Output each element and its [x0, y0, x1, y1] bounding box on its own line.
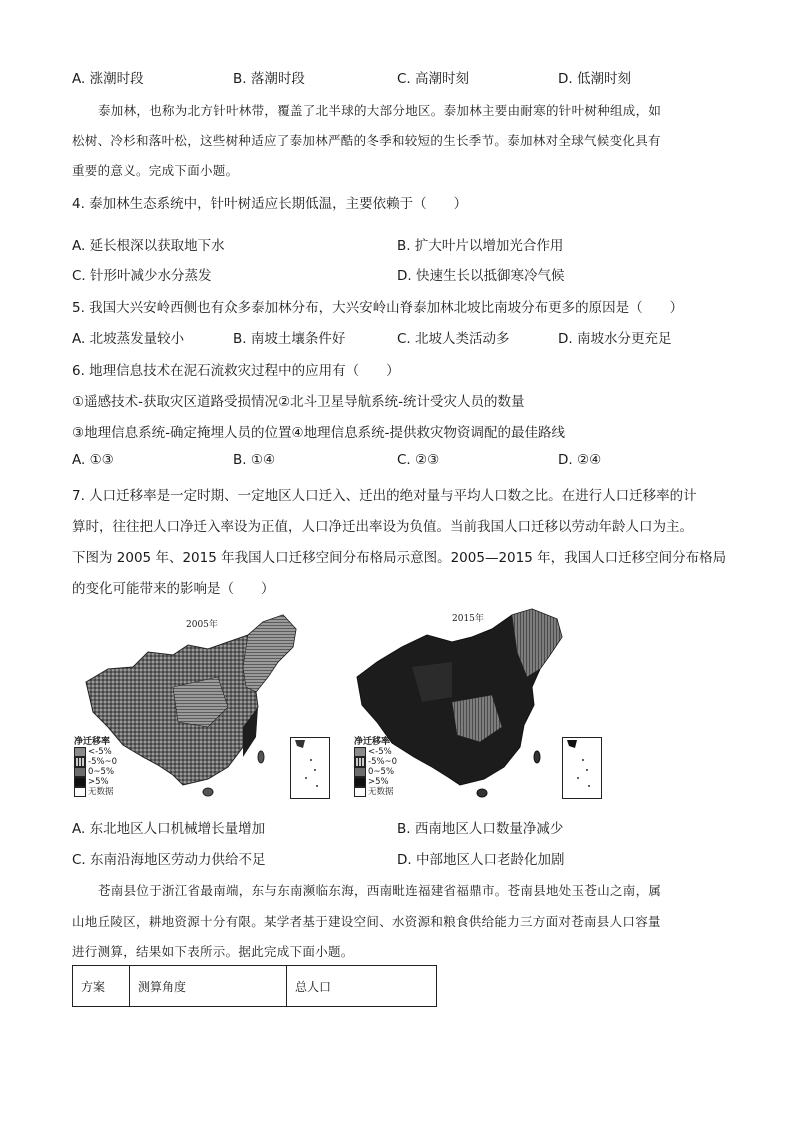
q7-option-a: A. 东北地区人口机械增长量增加 [72, 821, 266, 837]
inset-islands [291, 738, 329, 798]
legend-item-3: 0~5% [368, 767, 395, 777]
map-2015-title: 2015年 [452, 614, 484, 624]
q6-option-d: D. ②④ [558, 452, 602, 468]
q4-option-b: B. 扩大叶片以增加光合作用 [397, 238, 564, 254]
table-header-total: 总人口 [287, 966, 437, 1007]
legend-swatch [74, 767, 86, 777]
legend-item-2: -5%~0 [368, 757, 398, 767]
q3-option-b: B. 落潮时段 [233, 71, 305, 87]
q6-item-line2: ③地理信息系统-确定掩埋人员的位置④地理信息系统-提供救灾物资调配的最佳路线 [72, 425, 565, 441]
legend-item-4: >5% [88, 777, 109, 787]
map-2005 [74, 607, 340, 805]
map-2005-title: 2005年 [186, 620, 218, 630]
map-2015-legend [354, 737, 397, 797]
q4-option-a: A. 延长根深以获取地下水 [72, 238, 225, 254]
q7-option-d: D. 中部地区人口老龄化加剧 [397, 852, 565, 868]
passage1-line2: 松树、冷杉和落叶松，这些树种适应了泰加林严酷的冬季和较短的生长季节。泰加林对全球气候变化具有 [72, 133, 661, 148]
legend-swatch [74, 787, 86, 797]
q5-option-b: B. 南坡土壤条件好 [233, 331, 346, 347]
inset-islands [563, 738, 601, 798]
map-2005-legend [74, 737, 117, 797]
passage1-line3: 重要的意义。完成下面小题。 [72, 163, 239, 178]
passage2-line2: 山地丘陵区，耕地资源十分有限。某学者基于建设空间、水资源和粮食供给能力三方面对苍南县人口容量 [72, 914, 661, 929]
passage2-line3: 进行测算，结果如下表所示。据此完成下面小题。 [72, 944, 354, 959]
q6-option-c: C. ②③ [397, 452, 440, 468]
legend-item-3: 0~5% [88, 767, 115, 777]
q4-stem: 4. 泰加林生态系统中，针叶树适应长期低温，主要依赖于（ ） [72, 196, 468, 212]
legend-swatch [74, 777, 86, 787]
q7-option-b: B. 西南地区人口数量净减少 [397, 821, 564, 837]
q6-stem: 6. 地理信息技术在泥石流救灾过程中的应用有（ ） [72, 363, 400, 379]
q7-option-c: C. 东南沿海地区劳动力供给不足 [72, 852, 266, 868]
q4-option-d: D. 快速生长以抵御寒冷气候 [397, 268, 565, 284]
legend-swatch [354, 747, 366, 757]
map-2015-south-sea-inset [562, 737, 602, 799]
legend-swatch [354, 767, 366, 777]
passage2-line1: 苍南县位于浙江省最南端，东与东南濒临东海，西南毗连福建省福鼎市。苍南县地处玉苍山之南，属 [98, 883, 662, 898]
q5-option-d: D. 南坡水分更充足 [558, 331, 672, 347]
q7-line2: 算时，往往把人口净迁入率设为正值，人口净迁出率设为负值。当前我国人口迁移以劳动年龄人口为主。 [72, 519, 693, 535]
map-2015 [352, 607, 612, 805]
q7-line3: 下图为 2005 年、2015 年我国人口迁移空间分布格局示意图。2005—2015 年，我国人口迁移空间分布格局 [72, 550, 727, 566]
q3-option-a: A. 涨潮时段 [72, 71, 144, 87]
legend-item-1: <-5% [88, 747, 112, 757]
legend-item-4: >5% [368, 777, 389, 787]
table-header-row [73, 966, 437, 1007]
passage1-line1: 泰加林，也称为北方针叶林带，覆盖了北半球的大部分地区。泰加林主要由耐寒的针叶树种组成，如 [98, 103, 662, 118]
q3-option-d: D. 低潮时刻 [558, 71, 631, 87]
legend-title: 净迁移率 [354, 737, 391, 747]
legend-item-1: <-5% [368, 747, 392, 757]
legend-swatch [354, 777, 366, 787]
q3-option-c: C. 高潮时刻 [397, 71, 470, 87]
legend-item-2: -5%~0 [88, 757, 118, 767]
q5-option-a: A. 北坡蒸发量较小 [72, 331, 185, 347]
legend-item-5: 无数据 [368, 787, 394, 797]
q5-option-c: C. 北坡人类活动多 [397, 331, 510, 347]
q4-option-c: C. 针形叶减少水分蒸发 [72, 268, 212, 284]
q7-line4: 的变化可能带来的影响是（ ） [72, 581, 275, 597]
legend-swatch [354, 787, 366, 797]
q6-item-line1: ①遥感技术-获取灾区道路受损情况②北斗卫星导航系统-统计受灾人员的数量 [72, 394, 525, 410]
legend-swatch [74, 757, 86, 767]
legend-title: 净迁移率 [74, 737, 111, 747]
map-2005-south-sea-inset [290, 737, 330, 799]
legend-swatch [354, 757, 366, 767]
legend-swatch [74, 747, 86, 757]
legend-item-5: 无数据 [88, 787, 114, 797]
q6-option-b: B. ①④ [233, 452, 276, 468]
q6-option-a: A. ①③ [72, 452, 114, 468]
population-capacity-table [72, 965, 437, 1007]
q7-line1: 7. 人口迁移率是一定时期、一定地区人口迁入、迁出的绝对量与平均人口数之比。在进行人口迁移率的计 [72, 488, 697, 504]
q5-stem: 5. 我国大兴安岭西侧也有众多泰加林分布，大兴安岭山脊泰加林北坡比南坡分布更多的原因是（ ） [72, 300, 684, 316]
table-header-angle: 测算角度 [130, 966, 287, 1007]
table-header-plan: 方案 [73, 966, 130, 1007]
